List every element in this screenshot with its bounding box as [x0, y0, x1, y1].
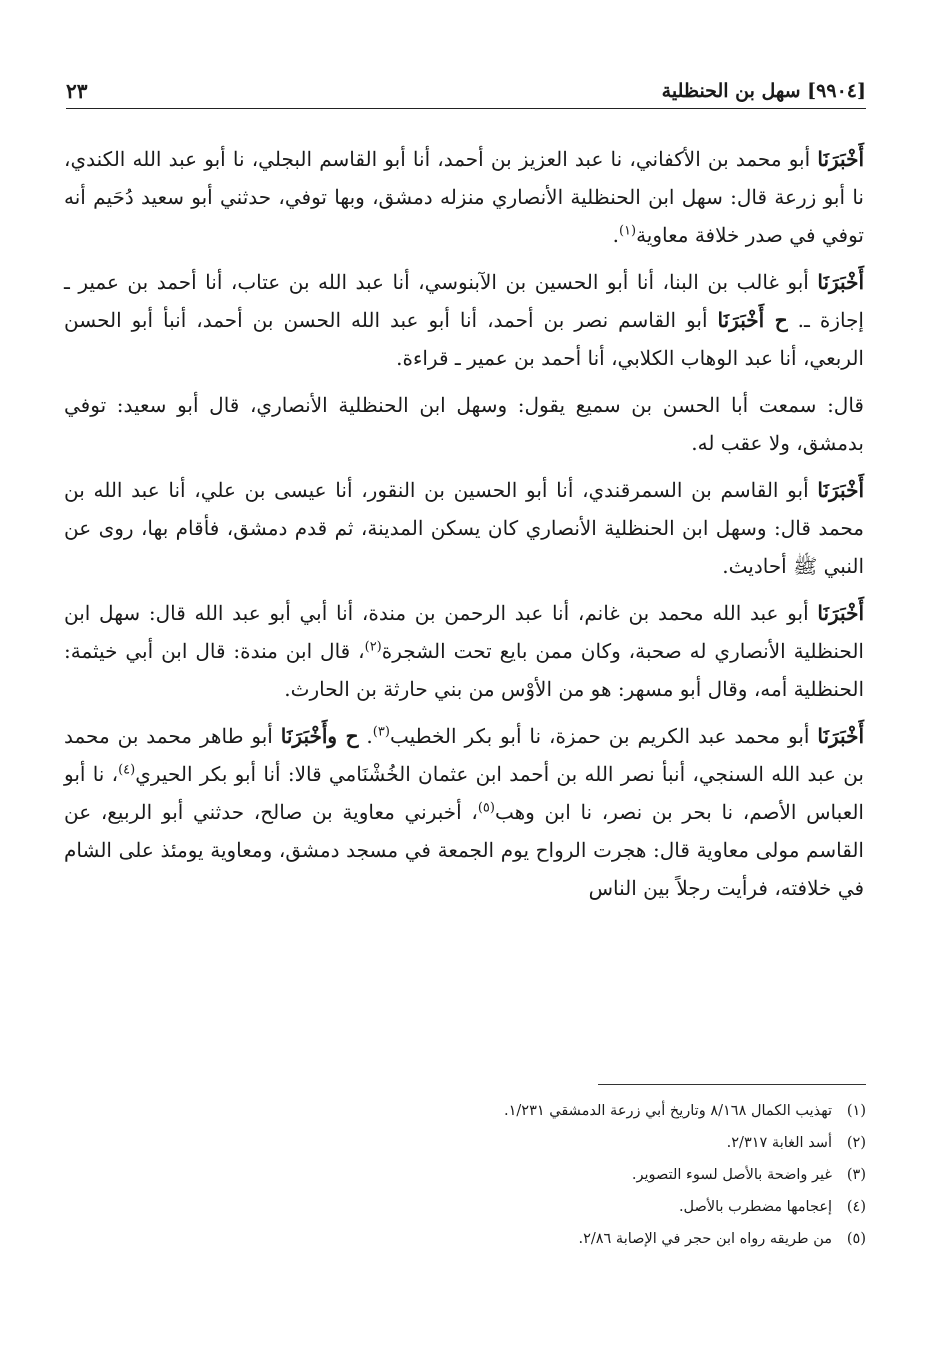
- footnote-number: (٢): [846, 1135, 866, 1151]
- footnote-text: غير واضحة بالأصل لسوء التصوير.: [631, 1167, 832, 1183]
- paragraph-text: أبو غالب بن البنا، أنا أبو الحسين بن الآبنوسي، أنا عبد الله بن عتاب، أنا أحمد بن عمير ـ إجازة ـ.: [64, 270, 864, 332]
- paragraph-1: [64, 140, 864, 254]
- footnote-2: [66, 1127, 866, 1159]
- footnotes: [66, 1084, 866, 1255]
- footnote-number: (٤): [846, 1199, 866, 1215]
- footnote-rule: [598, 1084, 866, 1085]
- running-title: [٩٩٠٤] سهل بن الحنظلية: [661, 80, 866, 102]
- paragraph-2: [64, 263, 864, 377]
- footnote-ref-5: (٥): [477, 800, 495, 816]
- paragraph-6: [64, 717, 864, 907]
- footnote-number: (٥): [846, 1231, 866, 1247]
- main-text: [64, 140, 864, 922]
- paragraph-text: قال: سمعت أبا الحسن بن سميع يقول: وسهل ابن الحنظلية الأنصاري، قال أبو سعيد: توفي بدمشق، ولا عقب له.: [64, 393, 864, 455]
- akhbarana-keyword: أَخْبَرَنَا: [817, 478, 864, 502]
- footnote-ref-2: (٢): [364, 639, 382, 655]
- paragraph-text: أبو محمد عبد الكريم بن حمزة، نا أبو بكر الخطيب: [389, 724, 818, 748]
- footnote-text: من طريقه رواه ابن حجر في الإصابة ٢/٨٦.: [578, 1231, 832, 1247]
- footnote-3: [66, 1159, 866, 1191]
- page-header: [66, 78, 866, 112]
- page-number: ٢٣: [66, 79, 88, 103]
- footnote-number: (١): [846, 1103, 866, 1119]
- footnote-4: [66, 1191, 866, 1223]
- footnote-5: [66, 1223, 866, 1255]
- paragraph-text: أبو محمد بن الأكفاني، نا عبد العزيز بن أحمد، أنا أبو القاسم البجلي، نا أبو عبد الله الكندي، نا أبو زرعة قال: سهل ابن الحنظلية الأنصاري منزله دمشق، وبها توفي، حدثني أبو سعيد دُحَيم أنه توفي في صدر خلافة معاوية: [64, 147, 864, 247]
- paragraph-text: .: [358, 724, 373, 748]
- footnote-text: أسد الغابة ٢/٣١٧.: [726, 1135, 832, 1151]
- paragraph-text: أبو القاسم بن السمرقندي، أنا أبو الحسين بن النقور، أنا عيسى بن علي، أنا عبد الله بن محمد قال: وسهل ابن الحنظلية الأنصاري كان يسكن المدينة، ثم قدم دمشق، فأقام بها، روى عن النبي ﷺ أحاديث.: [64, 478, 864, 578]
- footnote-1: [66, 1095, 866, 1127]
- footnote-ref-4: (٤): [118, 762, 136, 778]
- hawala-mark: ح أَخْبَرَنَا: [717, 308, 788, 332]
- paragraph-3: [64, 386, 864, 462]
- akhbarana-keyword: أَخْبَرَنَا: [817, 724, 865, 748]
- paragraph-text: ، قال ابن مندة: قال ابن أبي خيثمة: الحنظلية أمه، وقال أبو مسهر: هو من الأوْس من بني حارثة بن الحارث.: [64, 639, 864, 701]
- footnote-text: إعجامها مضطرب بالأصل.: [678, 1199, 832, 1215]
- footnote-text: تهذيب الكمال ٨/١٦٨ وتاريخ أبي زرعة الدمشقي ١/٢٣١.: [504, 1103, 832, 1119]
- paragraph-text: ، أخبرني معاوية بن صالح، حدثني أبو الربيع، عن القاسم مولى معاوية قال: هجرت الرواح يوم الجمعة في مسجد دمشق، ومعاوية يومئذ على الشام في خلافته، فرأيت رجلاً بين الناس: [64, 800, 864, 900]
- akhbarana-keyword: أَخْبَرَنَا: [817, 147, 864, 171]
- hawala-mark: ح وأَخْبَرَنَا: [280, 724, 359, 748]
- akhbarana-keyword: أَخْبَرَنَا: [817, 270, 864, 294]
- paragraph-text: أبو طاهر محمد بن محمد بن عبد الله السنجي، أنبأ نصر الله بن أحمد ابن عثمان الخُشْنَامي قالا: أنا أبو بكر الحيري: [64, 724, 864, 786]
- paragraph-4: [64, 471, 864, 585]
- paragraph-text: ، نا أبو العباس الأصم، نا بحر بن نصر، نا ابن وهب: [64, 762, 864, 824]
- paragraph-text: أبو عبد الله محمد بن غانم، أنا عبد الرحمن بن مندة، أنا أبي أبو عبد الله قال: سهل ابن الحنظلية الأنصاري له صحبة، وكان ممن بايع تحت الشجرة: [64, 601, 864, 663]
- akhbarana-keyword: أَخْبَرَنَا: [817, 601, 864, 625]
- paragraph-5: [64, 594, 864, 708]
- paragraph-text: أبو القاسم نصر بن أحمد، أنا أبو عبد الله الحسن بن أحمد، أنبأ أبو الحسن الربعي، أنا عبد الوهاب الكلابي، أنا أحمد بن عمير ـ قراءة.: [64, 308, 864, 370]
- footnote-number: (٣): [846, 1167, 866, 1183]
- footnote-ref-1: (١): [618, 223, 637, 239]
- footnote-ref-3: (٣): [372, 724, 390, 740]
- paragraph-tail: .: [612, 223, 619, 247]
- header-rule: [66, 108, 866, 109]
